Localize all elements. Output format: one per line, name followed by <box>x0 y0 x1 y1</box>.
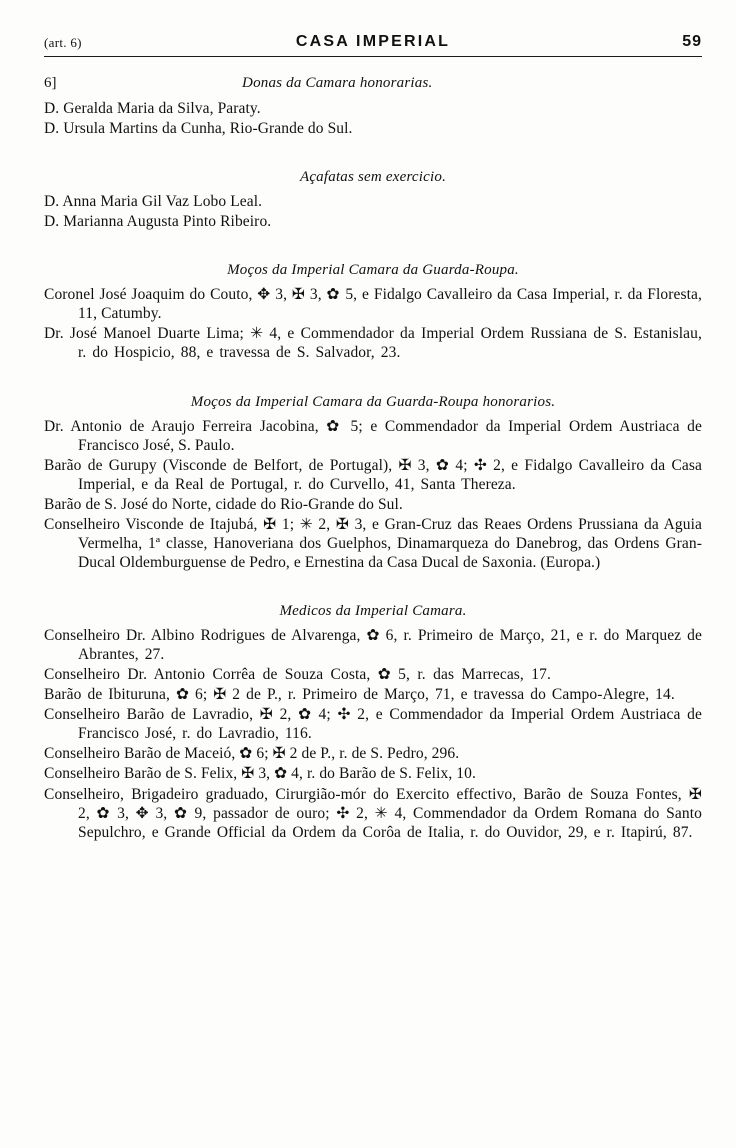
list-item: Coronel José Joaquim do Couto, ✥ 3, ✠ 3, ✿ 5, e Fidalgo Cavalleiro da Casa Imperial, r. da Floresta, 11, Catumby. <box>44 286 702 323</box>
section-heading: Açafatas sem exercicio. <box>299 169 447 186</box>
article-reference: (art. 6) <box>44 35 82 50</box>
list-item: Conselheiro Barão de S. Felix, ✠ 3, ✿ 4, r. do Barão de S. Felix, 10. <box>44 765 476 783</box>
section-spacer <box>44 573 702 603</box>
list-item: D. Anna Maria Gil Vaz Lobo Leal. <box>44 193 263 211</box>
list-item: Conselheiro Visconde de Itajubá, ✠ 1; ✳ 2, ✠ 3, e Gran-Cruz das Reaes Ordens Prussiana da Aguia Vermelha, 1ª classe, Hanoveriana dos Guelphos, Dinamarqueza do Danebrog, das Ordens Gran-Ducal Oldemburguense de Pedro, e Ernestina da Casa Ducal de Saxonia. (Europa.) <box>44 515 702 571</box>
section-acafatas-sem-exercicio <box>44 169 702 231</box>
page-number: 59 <box>682 33 702 50</box>
list-item: Conselheiro Barão de Lavradio, ✠ 2, ✿ 4; ✣ 2, e Commendador da Imperial Ordem Austriaca de Francisco José, r. do Lavradio, 116. <box>44 706 702 743</box>
section-spacer <box>44 139 702 169</box>
list-item: Barão de S. José do Norte, cidade do Rio-Grande do Sul. <box>44 495 403 513</box>
section-heading: Moços da Imperial Camara da Guarda-Roupa. <box>227 262 519 279</box>
list-item: Barão de Ibituruna, ✿ 6; ✠ 2 de P., r. Primeiro de Março, 71, e travessa do Campo-Alegre, 14. <box>44 686 675 704</box>
section-heading-row <box>44 75 702 98</box>
running-head <box>44 26 702 52</box>
section-mocos-guarda-roupa <box>44 262 702 362</box>
list-item: Dr. José Manoel Duarte Lima; ✳ 4, e Commendador da Imperial Ordem Russiana de S. Estanislau, r. do Hospicio, 88, e travessa de S. Salvador, 23. <box>44 325 702 362</box>
list-item: Conselheiro Dr. Albino Rodrigues de Alvarenga, ✿ 6, r. Primeiro de Março, 21, e r. do Marquez de Abrantes, 27. <box>44 627 702 664</box>
section-marker: 6] <box>44 75 57 91</box>
list-item: D. Geralda Maria da Silva, Paraty. <box>44 100 261 117</box>
list-item: Barão de Gurupy (Visconde de Belfort, de Portugal), ✠ 3, ✿ 4; ✣ 2, e Fidalgo Cavalleiro da Casa Imperial, e da Real de Portugal, r. do Curvello, 41, Santa Thereza. <box>44 456 702 493</box>
header-divider <box>44 56 702 57</box>
section-medicos-imperial-camara <box>44 603 702 842</box>
list-item: D. Ursula Martins da Cunha, Rio-Grande do Sul. <box>44 120 353 138</box>
list-item: Dr. Antonio de Araujo Ferreira Jacobina, ✿ 5; e Commendador da Imperial Ordem Austriaca de Francisco José, S. Paulo. <box>44 417 702 454</box>
list-item: D. Marianna Augusta Pinto Ribeiro. <box>44 213 272 231</box>
section-heading: Donas da Camara honorarias. <box>242 75 433 91</box>
section-spacer <box>44 232 702 262</box>
list-item: Conselheiro, Brigadeiro graduado, Cirurgião-mór do Exercito effectivo, Barão de Souza Fontes, ✠ 2, ✿ 3, ✥ 3, ✿ 9, passador de ouro; ✣ 2, ✳ 4, Commendador da Ordem Romana do Santo Sepulchro, e Grande Official da Ordem da Corôa de Italia, r. do Ouvidor, 29, e r. Itapirú, 87. <box>44 785 702 841</box>
list-item: Conselheiro Barão de Maceió, ✿ 6; ✠ 2 de P., r. de S. Pedro, 296. <box>44 745 460 763</box>
section-mocos-guarda-roupa-honorarios <box>44 394 702 573</box>
section-heading: Moços da Imperial Camara da Guarda-Roupa honorarios. <box>190 393 556 410</box>
section-donas-camara-honorarias <box>44 75 702 138</box>
list-item: Conselheiro Dr. Antonio Corrêa de Souza Costa, ✿ 5, r. das Marrecas, 17. <box>44 666 551 684</box>
page-title: CASA IMPERIAL <box>295 33 451 50</box>
section-heading: Medicos da Imperial Camara. <box>279 603 467 619</box>
section-spacer <box>44 364 702 394</box>
